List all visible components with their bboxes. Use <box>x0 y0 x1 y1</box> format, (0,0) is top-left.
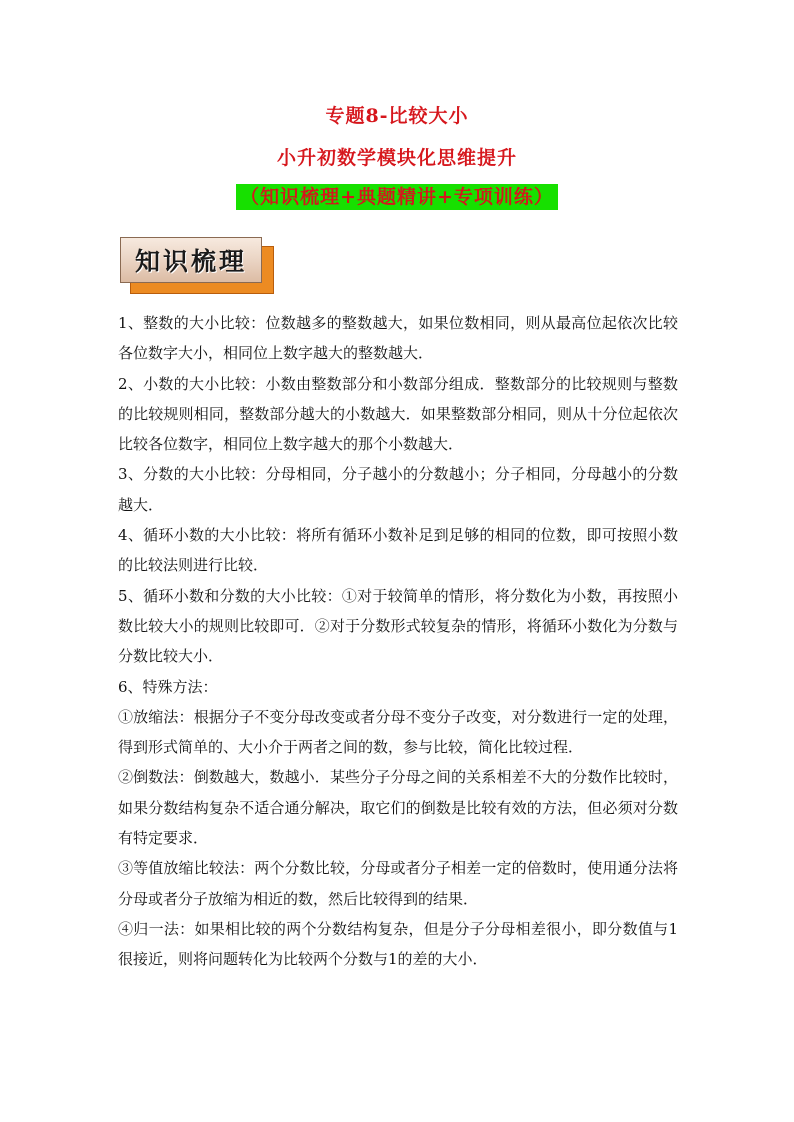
point-item: 6、特殊方法： <box>118 677 218 696</box>
section-badge <box>120 237 272 292</box>
point-item: ③等值放缩比较法：两个分数比较，分母或者分子相差一定的倍数时，使用通分法将分母或者分子放缩为相近的数，然后比较得到的结果． <box>118 859 678 908</box>
badge-face <box>120 237 262 283</box>
point-item: 3、分数的大小比较：分母相同，分子越小的分数越小；分子相同，分母越小的分数越大． <box>118 465 678 514</box>
document-subtitle: 小升初数学模块化思维提升 <box>276 147 517 169</box>
point-item: 5、循环小数和分数的大小比较：①对于较简单的情形，将分数化为小数，再按照小数比较大小的规则比较即可．②对于分数形式较复杂的情形，将循环小数化为分数与分数比较大小． <box>118 586 678 666</box>
point-item: 1、整数的大小比较：位数越多的整数越大，如果位数相同，则从最高位起依次比较各位数字大小，相同位上数字越大的整数越大． <box>118 314 678 363</box>
point-item: ④归一法：如果相比较的两个分数结构复杂，但是分子分母相差很小，即分数值与1很接近，则将问题转化为比较两个分数与1的差的大小． <box>118 919 678 969</box>
title-tag-wrap <box>0 184 794 210</box>
document-title: 专题8-比较大小 <box>325 105 469 127</box>
point-item: 4、循环小数的大小比较：将所有循环小数补足到足够的相同的位数，即可按照小数的比较法则进行比较． <box>118 526 678 575</box>
title-block <box>0 102 794 210</box>
point-item: ②倒数法：倒数越大，数越小．某些分子分母之间的关系相差不大的分数作比较时，如果分数结构复杂不适合通分解决，取它们的倒数是比较有效的方法，但必须对分数有特定要求． <box>118 768 678 848</box>
section-heading: 知识梳理 <box>134 247 247 276</box>
title-tag: （知识梳理+典题精讲+专项训练） <box>236 184 558 210</box>
point-item: ①放缩法：根据分子不变分母改变或者分母不变分子改变，对分数进行一定的处理，得到形式简单的、大小介于两者之间的数，参与比较，简化比较过程． <box>118 707 678 757</box>
knowledge-points <box>118 308 678 975</box>
point-item: 2、小数的大小比较：小数由整数部分和小数部分组成．整数部分的比较规则与整数的比较规则相同，整数部分越大的小数越大．如果整数部分相同，则从十分位起依次比较各位数字，相同位上数字越大的那个小数越大． <box>118 374 678 454</box>
